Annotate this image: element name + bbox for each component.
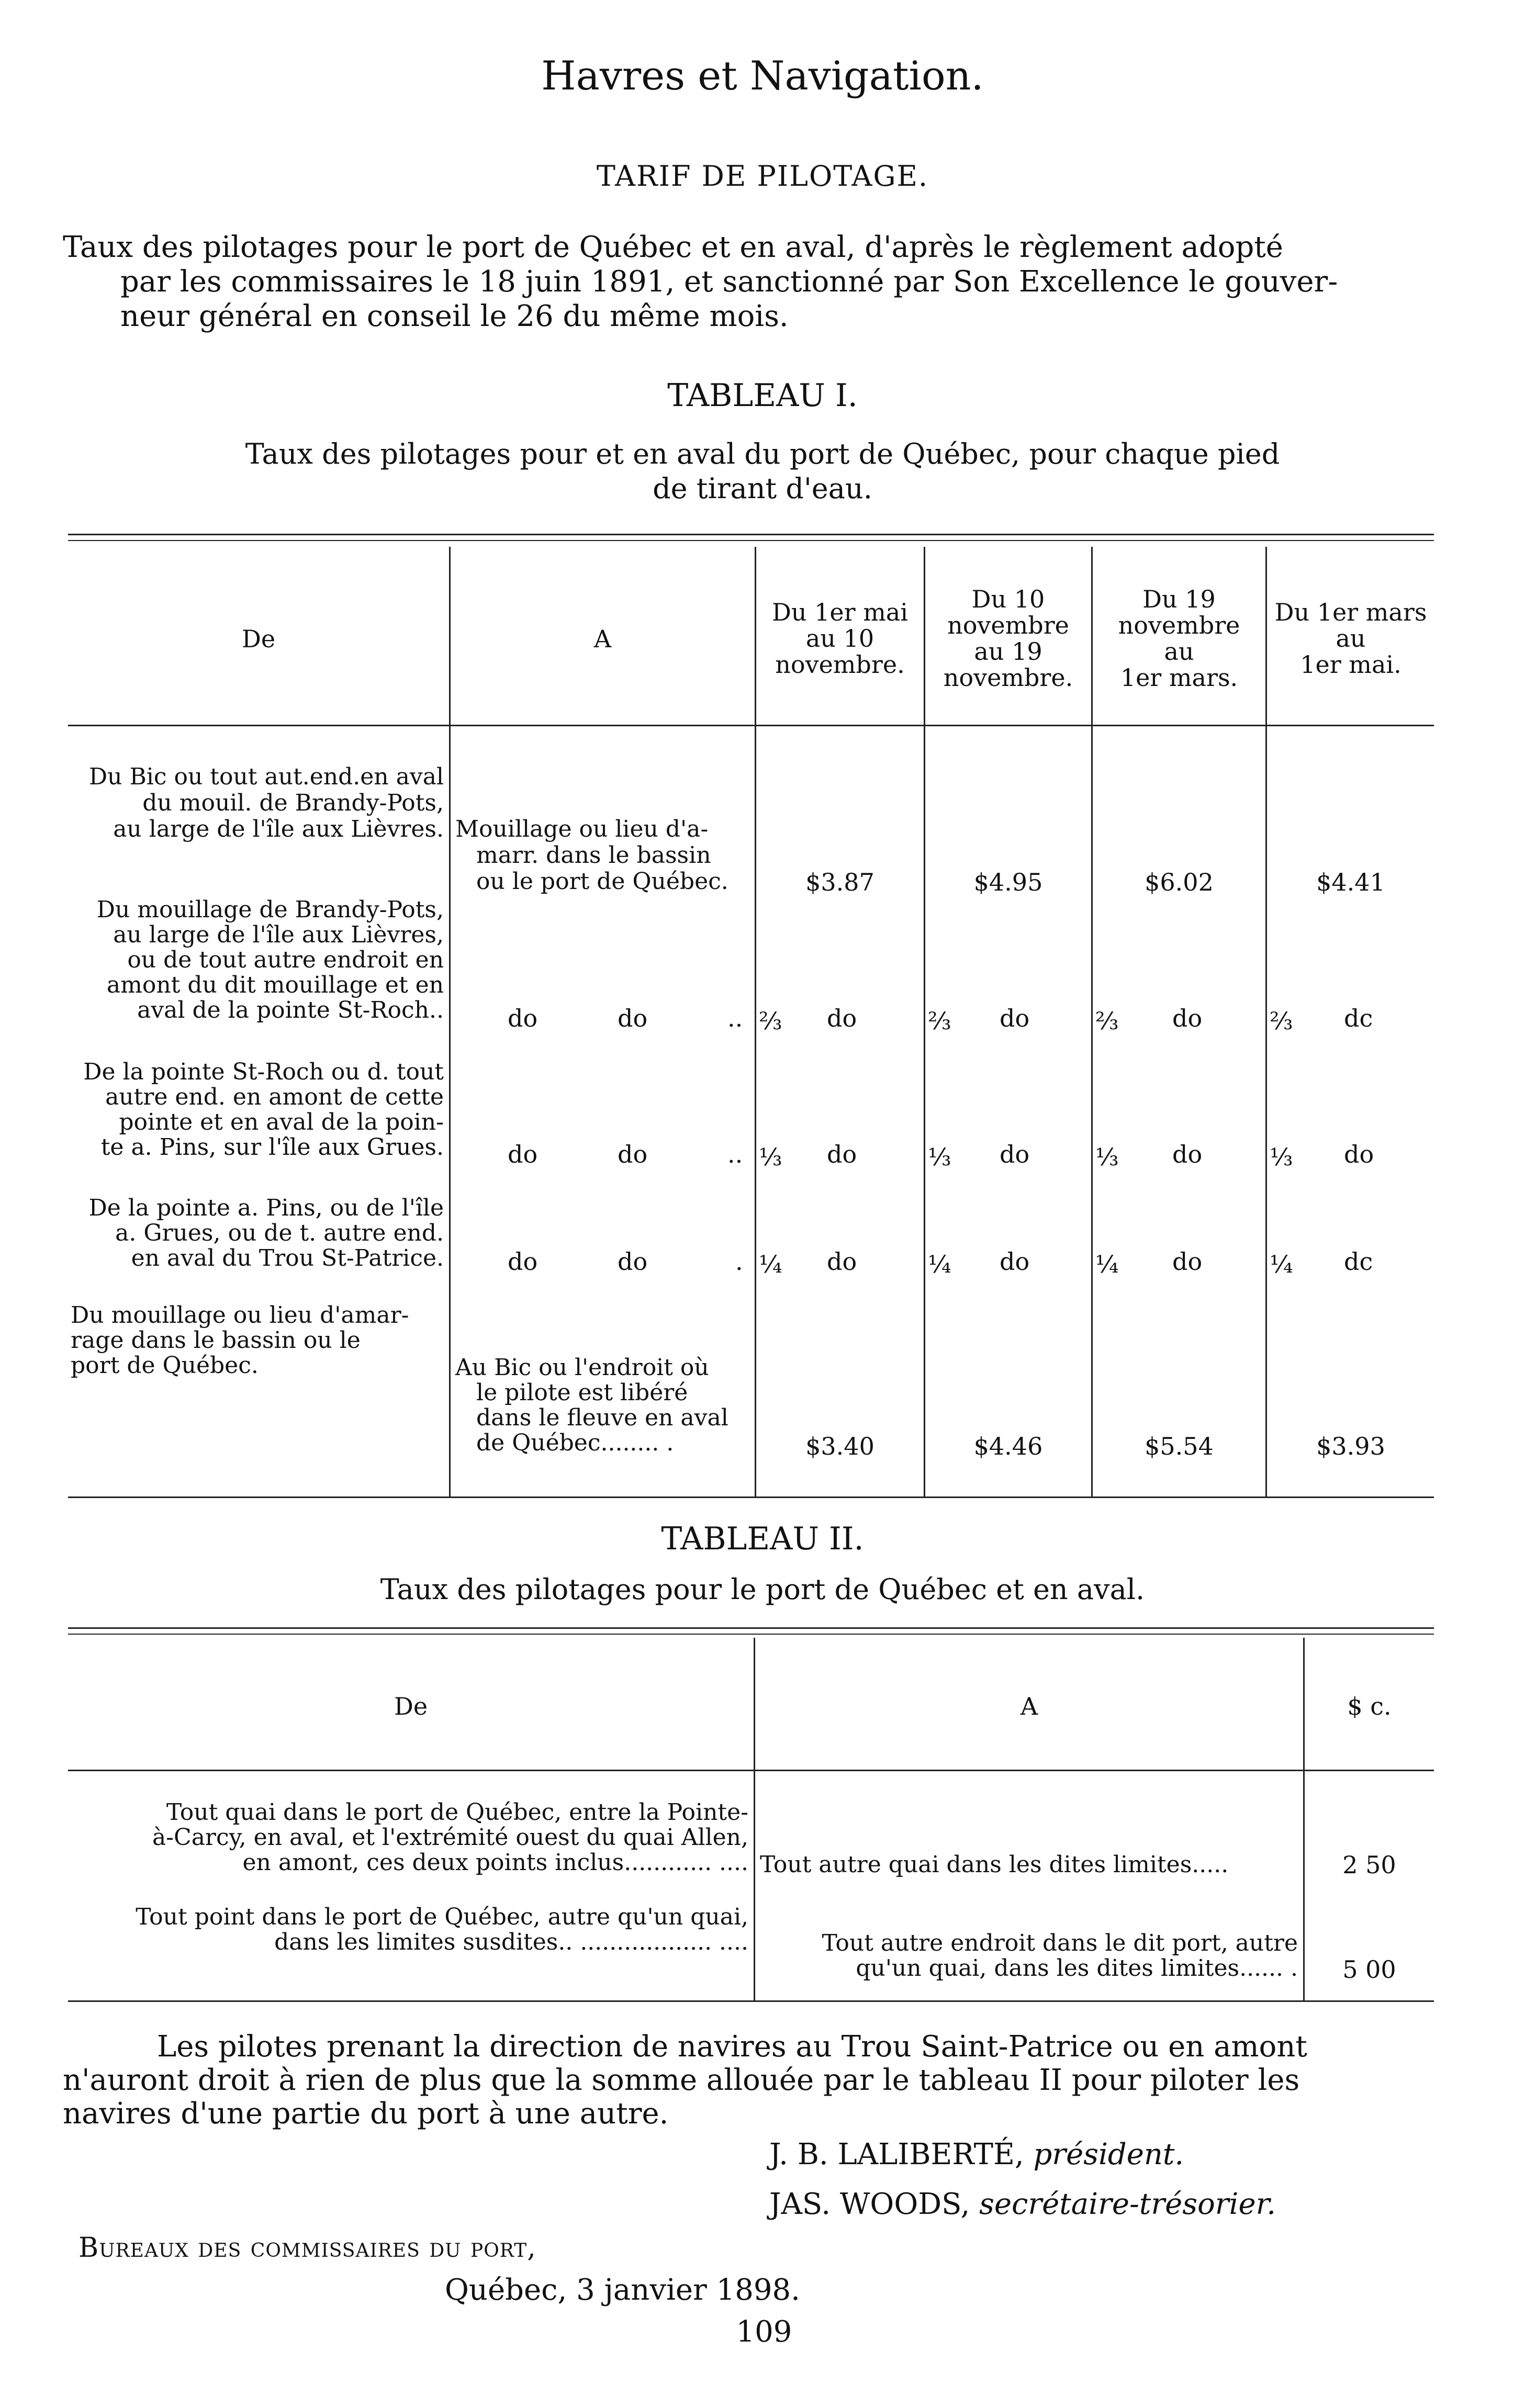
- t1-header-line: au 10: [805, 624, 874, 652]
- t2-row2-amount: 5 00: [1342, 1955, 1396, 1984]
- signature-name: J. B. LALIBERTÉ,: [769, 2137, 1024, 2171]
- t1-header-line: Du 19: [1142, 585, 1216, 613]
- a-line: Mouillage ou lieu d'a-: [455, 816, 709, 842]
- t1-row3-value-4: do: [1344, 1140, 1374, 1168]
- t1-row2-frac-2: ⅔: [928, 1007, 951, 1035]
- t1-row5-value-2: $4.46: [973, 1432, 1043, 1460]
- t1-header-de: De: [241, 625, 276, 653]
- t1-row4-value-3: do: [1172, 1247, 1203, 1276]
- t1-row4-value-4: dc: [1344, 1247, 1373, 1276]
- t1-row5-value-3: $5.54: [1145, 1432, 1214, 1460]
- de-line: De la pointe St-Roch ou d. tout: [83, 1059, 444, 1085]
- de-line: rage dans le bassin ou le: [71, 1327, 361, 1354]
- t1-row4-frac-1: ¼: [759, 1250, 782, 1278]
- t1-row3-frac-1: ⅓: [759, 1143, 782, 1171]
- a-line: de Québec........ .: [476, 1430, 674, 1456]
- t2-header-amount: $ c.: [1347, 1692, 1392, 1720]
- tableau1-header-rule: [68, 725, 1434, 726]
- t2-row2-a: [760, 1931, 1298, 1981]
- signature-secretary: [769, 2187, 1276, 2222]
- tariff-title: TARIF DE PILOTAGE.: [596, 160, 929, 193]
- t1-row3-value-1: do: [827, 1140, 857, 1168]
- de-line: Tout point dans le port de Québec, autre qu'un quai,: [136, 1904, 748, 1930]
- t1-row2-frac-1: ⅔: [759, 1007, 782, 1035]
- tableau1-top-rule: [68, 534, 1434, 535]
- a-line: Tout autre endroit dans le dit port, autre: [822, 1930, 1298, 1956]
- a-line: Au Bic ou l'endroit où: [455, 1354, 709, 1381]
- t1-row1-value-2: $4.95: [973, 868, 1043, 896]
- a-line: le pilote est libéré: [476, 1379, 688, 1406]
- a-line: qu'un quai, dans les dites limites...... .: [856, 1955, 1298, 1982]
- t1-row5-a: [455, 1355, 752, 1456]
- de-line: De la pointe a. Pins, ou de l'île: [88, 1195, 444, 1221]
- signature-role: secrétaire-trésorier.: [979, 2187, 1276, 2221]
- t1-header-line: novembre: [1118, 611, 1240, 639]
- t1-row3-value-3: do: [1172, 1140, 1203, 1168]
- signature-name: JAS. WOODS,: [769, 2187, 970, 2221]
- de-line: a. Grues, ou de t. autre end.: [115, 1220, 444, 1246]
- tableau1-title: TABLEAU I.: [667, 377, 858, 414]
- tableau2-subtitle: Taux des pilotages pour le port de Québec et en aval.: [380, 1573, 1145, 1606]
- t1-row3-de: [63, 1060, 444, 1160]
- t1-row4-value-2: do: [1000, 1247, 1030, 1276]
- t1-row4-frac-2: ¼: [928, 1250, 951, 1278]
- t1-row4-de: [63, 1196, 444, 1271]
- de-line: Du mouillage ou lieu d'amar-: [71, 1302, 409, 1329]
- t1-row5-value-4: $3.93: [1316, 1432, 1385, 1460]
- t1-row2-de: [63, 897, 444, 1023]
- tableau1-bottom-rule: [68, 1496, 1434, 1498]
- t1-header-period-3: [1093, 586, 1265, 691]
- tableau1-subtitle: [0, 437, 1525, 506]
- t1-header-line: novembre: [947, 611, 1069, 639]
- t2-row1-amount: 2 50: [1342, 1851, 1396, 1879]
- section-title: Havres et Navigation.: [541, 52, 984, 99]
- tableau2-bottom-rule: [68, 2000, 1434, 2002]
- t1-col-divider: [755, 547, 756, 1496]
- de-line: ou de tout autre endroit en: [127, 947, 444, 973]
- t1-row4-a-do-2: do: [618, 1247, 648, 1276]
- note-line: navires d'une partie du port à une autre.: [63, 2097, 669, 2131]
- t2-col-divider: [754, 1638, 755, 2000]
- t1-row4-a-do-1: do: [508, 1247, 538, 1276]
- t1-header-period-4: [1267, 599, 1434, 678]
- t1-row3-a-do-1: do: [508, 1140, 538, 1168]
- t1-header-period-2: [925, 586, 1091, 691]
- intro-line: neur général en conseil le 26 du même mois.: [120, 299, 789, 333]
- t1-col-divider: [449, 547, 451, 1496]
- intro-line: par les commissaires le 18 juin 1891, et sanctionné par Son Excellence le gouver-: [120, 265, 1338, 299]
- note-line: n'auront droit à rien de plus que la somme allouée par le tableau II pour piloter les: [63, 2063, 1300, 2097]
- t1-header-line: Du 10: [971, 585, 1045, 613]
- t1-row2-frac-4: ⅔: [1270, 1007, 1293, 1035]
- t2-header-de: De: [394, 1692, 428, 1720]
- de-line: du mouil. de Brandy-Pots,: [142, 790, 444, 816]
- t1-row3-frac-4: ⅓: [1270, 1143, 1293, 1171]
- t1-row2-a-do-1: do: [508, 1004, 538, 1032]
- t2-col-divider: [1303, 1638, 1305, 2000]
- de-line: autre end. en amont de cette: [105, 1084, 444, 1110]
- t1-row4-frac-4: ¼: [1270, 1250, 1293, 1278]
- a-line: marr. dans le bassin: [476, 842, 711, 869]
- t1-row2-value-2: do: [1000, 1004, 1030, 1032]
- t1-header-line: au: [1336, 624, 1366, 652]
- signature-role: président.: [1033, 2137, 1184, 2171]
- t1-header-line: novembre.: [943, 663, 1073, 692]
- t1-row2-a-do-2: do: [618, 1004, 648, 1032]
- note-line: Les pilotes prenant la direction de navires au Trou Saint-Patrice ou en amont: [157, 2030, 1307, 2064]
- t1-row2-value-1: do: [827, 1004, 857, 1032]
- t1-row4-frac-3: ¼: [1095, 1250, 1119, 1278]
- t1-header-line: au: [1164, 637, 1194, 666]
- de-line: dans les limites susdites.. .................. ....: [274, 1929, 748, 1955]
- t2-row1-de: [71, 1800, 748, 1875]
- tableau1-subtitle-line: Taux des pilotages pour et en aval du port de Québec, pour chaque pied: [245, 437, 1280, 470]
- de-line: Du mouillage de Brandy-Pots,: [96, 896, 444, 923]
- t1-row2-value-3: do: [1172, 1004, 1203, 1032]
- t1-row5-de: [71, 1303, 447, 1378]
- t1-header-line: 1er mai.: [1300, 650, 1401, 679]
- a-line: ou le port de Québec.: [476, 868, 728, 895]
- tableau1-subtitle-line: de tirant d'eau.: [653, 472, 872, 505]
- page-number: 109: [736, 2315, 792, 2349]
- t1-row4-value-1: do: [827, 1247, 857, 1276]
- intro-paragraph: [63, 230, 1465, 334]
- t1-row5-value-1: $3.40: [805, 1432, 874, 1460]
- de-line: aval de la pointe St-Roch..: [137, 997, 444, 1023]
- tableau1-top-rule-2: [68, 540, 1434, 541]
- t1-row4-a-dots: .: [735, 1247, 743, 1276]
- t1-row2-value-4: dc: [1344, 1004, 1373, 1032]
- t1-col-divider: [1265, 547, 1267, 1496]
- signature-president: [769, 2137, 1184, 2172]
- de-line: te a. Pins, sur l'île aux Grues.: [100, 1134, 444, 1161]
- t1-row1-value-3: $6.02: [1145, 868, 1214, 896]
- t1-row2-frac-3: ⅔: [1095, 1007, 1119, 1035]
- t1-header-period-1: [756, 599, 924, 678]
- tableau2-header-rule: [68, 1770, 1434, 1771]
- de-line: en aval du Trou St-Patrice.: [131, 1245, 444, 1271]
- t2-row1-a: Tout autre quai dans les dites limites.....: [760, 1851, 1229, 1878]
- tableau2-top-rule-2: [68, 1634, 1434, 1635]
- t1-header-line: au 19: [974, 637, 1042, 666]
- t1-row3-frac-2: ⅓: [928, 1143, 951, 1171]
- t1-header-a: A: [593, 625, 612, 653]
- de-line: amont du dit mouillage et en: [106, 972, 444, 998]
- t1-row1-value-1: $3.87: [805, 868, 874, 896]
- de-line: Du Bic ou tout aut.end.en aval: [88, 763, 444, 790]
- closing-note: [63, 2030, 1465, 2131]
- t2-header-a: A: [1020, 1692, 1038, 1720]
- de-line: pointe et en aval de la poin-: [119, 1109, 444, 1135]
- t1-row3-a-dots: ..: [727, 1140, 743, 1168]
- t1-header-line: Du 1er mars: [1274, 598, 1427, 626]
- t1-row3-value-2: do: [1000, 1140, 1030, 1168]
- t1-header-line: novembre.: [775, 650, 905, 679]
- office-line: Bureaux des commissaires du port,: [79, 2232, 536, 2264]
- de-line: Tout quai dans le port de Québec, entre la Pointe-: [166, 1799, 748, 1826]
- de-line: à-Carcy, en aval, et l'extrémité ouest du quai Allen,: [152, 1824, 748, 1851]
- de-line: au large de l'île aux Lièvres,: [113, 921, 444, 948]
- t1-row3-a-do-2: do: [618, 1140, 648, 1168]
- de-line: en amont, ces deux points inclus............ ....: [242, 1849, 748, 1876]
- t1-header-line: Du 1er mai: [772, 598, 908, 626]
- de-line: au large de l'île aux Lièvres.: [113, 816, 444, 842]
- place-date: Québec, 3 janvier 1898.: [445, 2273, 800, 2307]
- de-line: port de Québec.: [71, 1352, 259, 1379]
- t1-row3-frac-3: ⅓: [1095, 1143, 1119, 1171]
- tableau2-title: TABLEAU II.: [661, 1521, 864, 1557]
- intro-line: Taux des pilotages pour le port de Québec et en aval, d'après le règlement adopté: [63, 230, 1283, 264]
- tableau2-top-rule: [68, 1627, 1434, 1629]
- t1-row2-a-dots: ..: [727, 1004, 743, 1032]
- a-line: dans le fleuve en aval: [476, 1404, 728, 1431]
- t1-row1-a: [455, 816, 752, 895]
- t1-row1-de: [63, 764, 444, 842]
- t1-row1-value-4: $4.41: [1316, 868, 1385, 896]
- t1-header-line: 1er mars.: [1120, 663, 1238, 692]
- t2-row2-de: [71, 1905, 748, 1955]
